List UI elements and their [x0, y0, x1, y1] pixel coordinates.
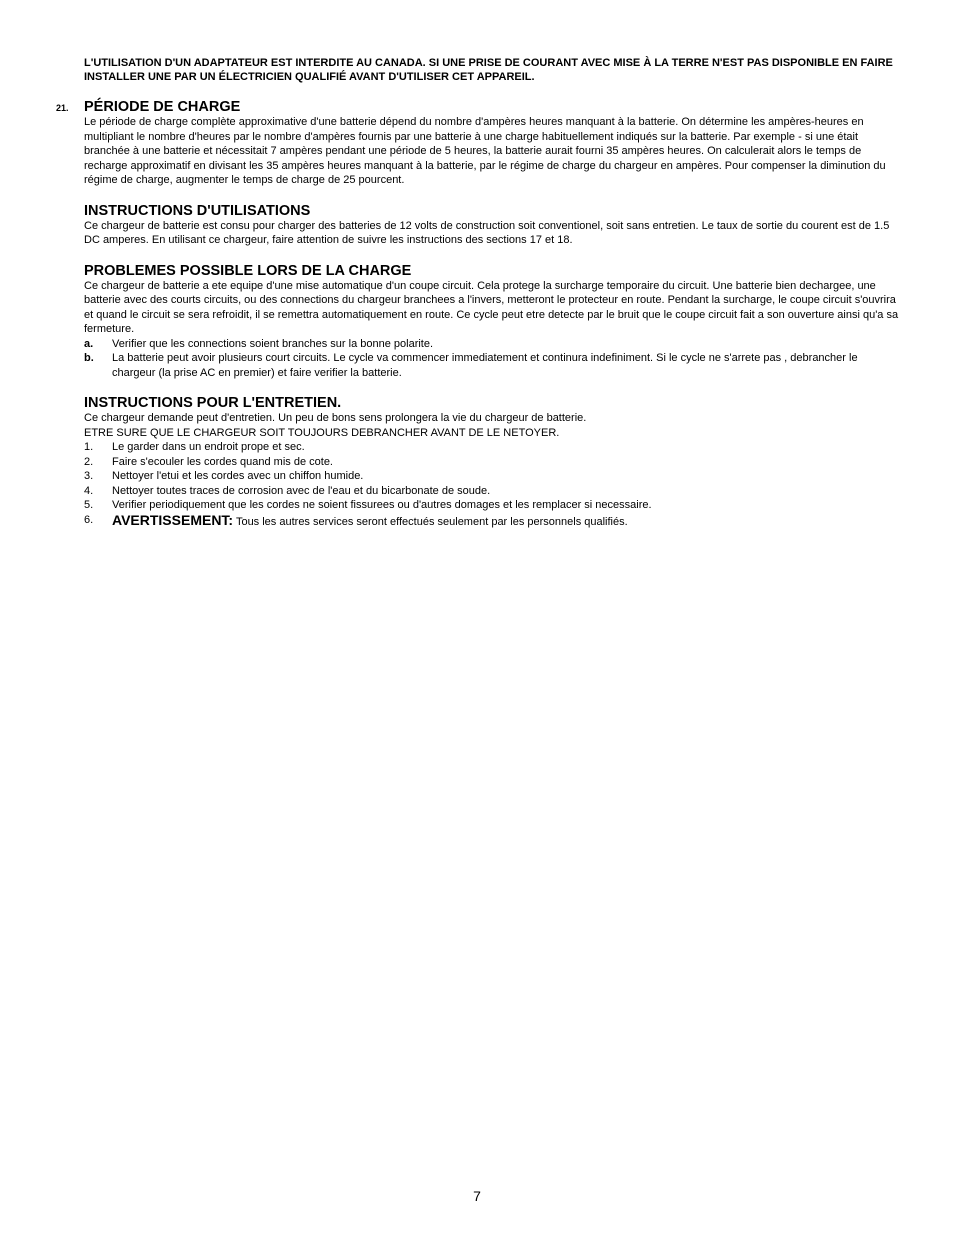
list-item-text: La batterie peut avoir plusieurs court circuits. Le cycle va commencer immediatement et continura indefiniment. Si le cycle ne s'arrete pas , debrancher le chargeur (la prise AC en premier) et faire verifier la batterie. [112, 352, 858, 379]
list-item-text: Verifier periodiquement que les cordes ne soient fissurees ou d'autres domages et les remplacer si necessaire. [112, 499, 652, 511]
section-number: 21. [56, 103, 69, 113]
maintenance-caution: ETRE SURE QUE LE CHARGEUR SOIT TOUJOURS DEBRANCHER AVANT DE LE NETOYER. [84, 426, 560, 439]
list-marker: b. [84, 352, 94, 364]
list-item-text: Nettoyer l'etui et les cordes avec un chiffon humide. [112, 470, 364, 482]
section-charging-problems [84, 263, 900, 381]
list-item [84, 469, 900, 484]
list-marker: 6. [84, 513, 94, 526]
section-heading-charge-period: PÉRIODE DE CHARGE [84, 99, 241, 115]
section-heading-problems: PROBLEMES POSSIBLE LORS DE LA CHARGE [84, 262, 412, 279]
list-item-warning [84, 513, 900, 530]
list-marker: 4. [84, 484, 94, 497]
section-charge-period [56, 99, 900, 188]
list-item [84, 498, 900, 513]
problems-list [84, 337, 900, 381]
list-item [84, 337, 900, 352]
list-marker: 2. [84, 455, 94, 468]
list-item-text: Le garder dans un endroit prope et sec. [112, 441, 305, 453]
list-marker: a. [84, 337, 94, 350]
warning-text: Tous les autres services seront effectués seulement par les personnels qualifiés. [233, 515, 628, 528]
canada-adapter-warning: L'UTILISATION D'UN ADAPTATEUR EST INTERDITE AU CANADA. SI UNE PRISE DE COURANT AVEC MISE À LA TERRE N'EST PAS DISPONIBLE EN FAIRE INSTALLER UNE PAR UN ÉLECTRICIEN QUALIFIÉ AVANT D'UTILISER CET APPAREIL. [84, 57, 893, 83]
section-heading-maintenance: INSTRUCTIONS POUR L'ENTRETIEN. [84, 395, 342, 411]
charge-period-body: Le période de charge complète approximative d'une batterie dépend du nombre d'ampères heures manquant à la batterie. On détermine les ampères-heures en multipliant le nombre d'heures par le nombre d'ampères fournis par une batterie à une charge habituellement indiqués sur la batterie. Par exemple - si une était branchée à une batterie et nécessitait 7 ampères pendant une période de 5 heures, la batterie aurait fourni 35 ampères heures. On calculerait alors le temps de recharge approximatif en divisant les 35 ampères heures manquant à la batterie, par le régime de charge du chargeur en ampères. Pour compenser la diminution du régime de charge, augmenter le temps de charge de 25 pourcent. [84, 116, 886, 186]
usage-body: Ce chargeur de batterie est consu pour charger des batteries de 12 volts de construction soit conventionel, soit sans entretien. Le taux de sortie du courent est de 1.5 DC amperes. En utilisant ce chargeur, faire attention de suivre les instructions des sections 17 et 18. [84, 219, 890, 246]
maintenance-list [84, 440, 900, 529]
document-page [56, 56, 900, 529]
list-marker: 5. [84, 499, 94, 511]
problems-body: Ce chargeur de batterie a ete equipe d'une mise automatique d'un coupe circuit. Cela protege la surcharge temporaire du circuit. Une batterie bien dechargee, une batterie avec des courts circuits, ou des connections du chargeur branchees a l'invers, metteront le protecteur en route. Pendant la surcharge, le coupe circuit s'ouvrira et quand le circuit se sera refroidit, il se remettra automatiquement en route. Ce cycle peut etre detecte par le bruit que le coupe circuit fait a son ouverture ainsi qu'a sa fermeture. [84, 279, 899, 335]
list-item [84, 440, 900, 455]
page-number: 7 [473, 1188, 481, 1204]
list-marker: 3. [84, 470, 94, 482]
list-item [84, 484, 900, 499]
list-item-text: Nettoyer toutes traces de corrosion avec de l'eau et du bicarbonate de soude. [112, 484, 491, 497]
list-item [84, 351, 900, 380]
list-marker: 1. [84, 441, 94, 453]
section-usage-instructions [84, 203, 900, 248]
warning-label: AVERTISSEMENT: [112, 511, 234, 528]
list-item [84, 455, 900, 470]
section-heading-usage: INSTRUCTIONS D'UTILISATIONS [84, 202, 311, 219]
list-item-text: Verifier que les connections soient branches sur la bonne polarite. [112, 337, 434, 350]
section-maintenance [84, 395, 900, 529]
maintenance-intro: Ce chargeur demande peut d'entretien. Un peu de bons sens prolongera la vie du chargeur de batterie. [84, 412, 587, 424]
list-item-text: Faire s'ecouler les cordes quand mis de cote. [112, 455, 333, 468]
